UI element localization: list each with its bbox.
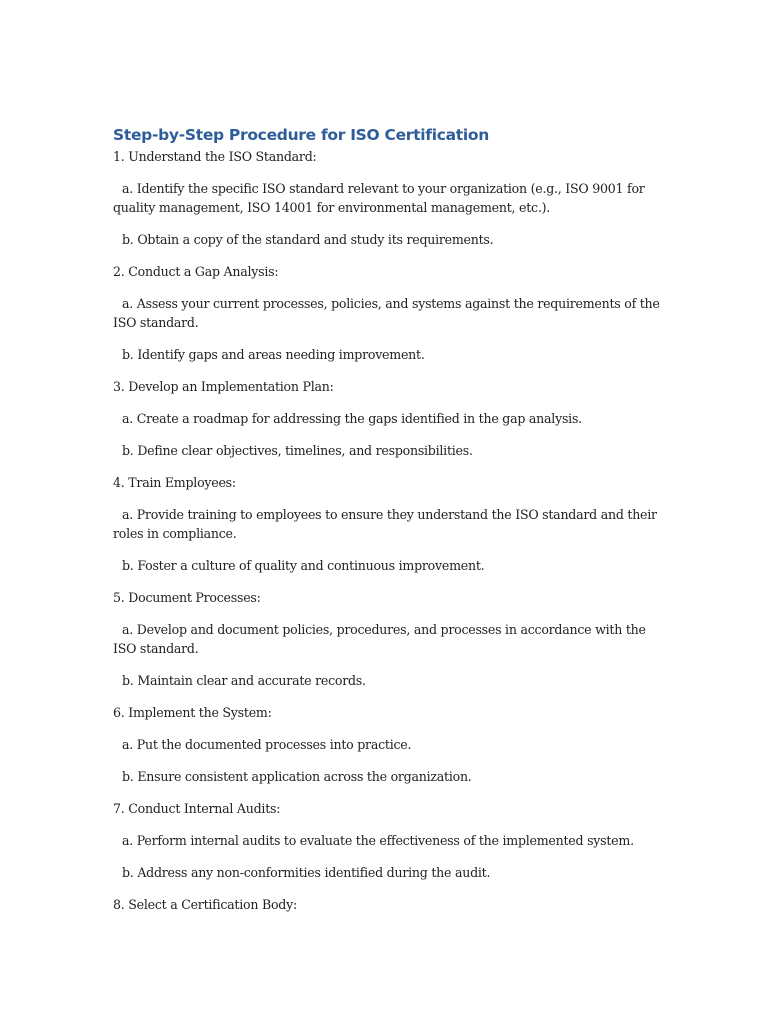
document-title: Step-by-Step Procedure for ISO Certification	[113, 126, 489, 144]
step-6	[113, 703, 661, 786]
step-8	[113, 895, 661, 914]
document-body	[113, 124, 661, 914]
step-5	[113, 588, 661, 690]
step-heading: 4. Train Employees:	[113, 475, 236, 490]
step-substep: b. Obtain a copy of the standard and study its requirements.	[122, 232, 494, 247]
step-2	[113, 262, 661, 364]
step-1	[113, 147, 661, 249]
step-substep: b. Maintain clear and accurate records.	[122, 673, 366, 688]
step-substep: a. Assess your current processes, policies, and systems against the requirements of the ISO standard.	[113, 296, 660, 330]
step-substep: b. Ensure consistent application across the organization.	[122, 769, 472, 784]
step-heading: 1. Understand the ISO Standard:	[113, 149, 317, 164]
step-substep: a. Perform internal audits to evaluate the effectiveness of the implemented system.	[122, 833, 634, 848]
step-heading: 5. Document Processes:	[113, 590, 261, 605]
step-heading: 2. Conduct a Gap Analysis:	[113, 264, 279, 279]
step-substep: b. Identify gaps and areas needing improvement.	[122, 347, 425, 362]
step-substep: b. Foster a culture of quality and continuous improvement.	[122, 558, 485, 573]
step-substep: a. Develop and document policies, procedures, and processes in accordance with the ISO standard.	[113, 622, 646, 656]
step-3	[113, 377, 661, 460]
step-substep: a. Provide training to employees to ensure they understand the ISO standard and their roles in compliance.	[113, 507, 657, 541]
step-substep: a. Identify the specific ISO standard relevant to your organization (e.g., ISO 9001 for quality management, ISO 14001 for environmental management, etc.).	[113, 181, 645, 215]
step-heading: 7. Conduct Internal Audits:	[113, 801, 281, 816]
step-substep: b. Define clear objectives, timelines, and responsibilities.	[122, 443, 473, 458]
step-substep: a. Create a roadmap for addressing the gaps identified in the gap analysis.	[122, 411, 582, 426]
step-4	[113, 473, 661, 575]
step-heading: 3. Develop an Implementation Plan:	[113, 379, 334, 394]
step-heading: 6. Implement the System:	[113, 705, 272, 720]
step-substep: b. Address any non-conformities identified during the audit.	[122, 865, 491, 880]
step-heading: 8. Select a Certification Body:	[113, 897, 297, 912]
step-7	[113, 799, 661, 882]
step-substep: a. Put the documented processes into practice.	[122, 737, 412, 752]
